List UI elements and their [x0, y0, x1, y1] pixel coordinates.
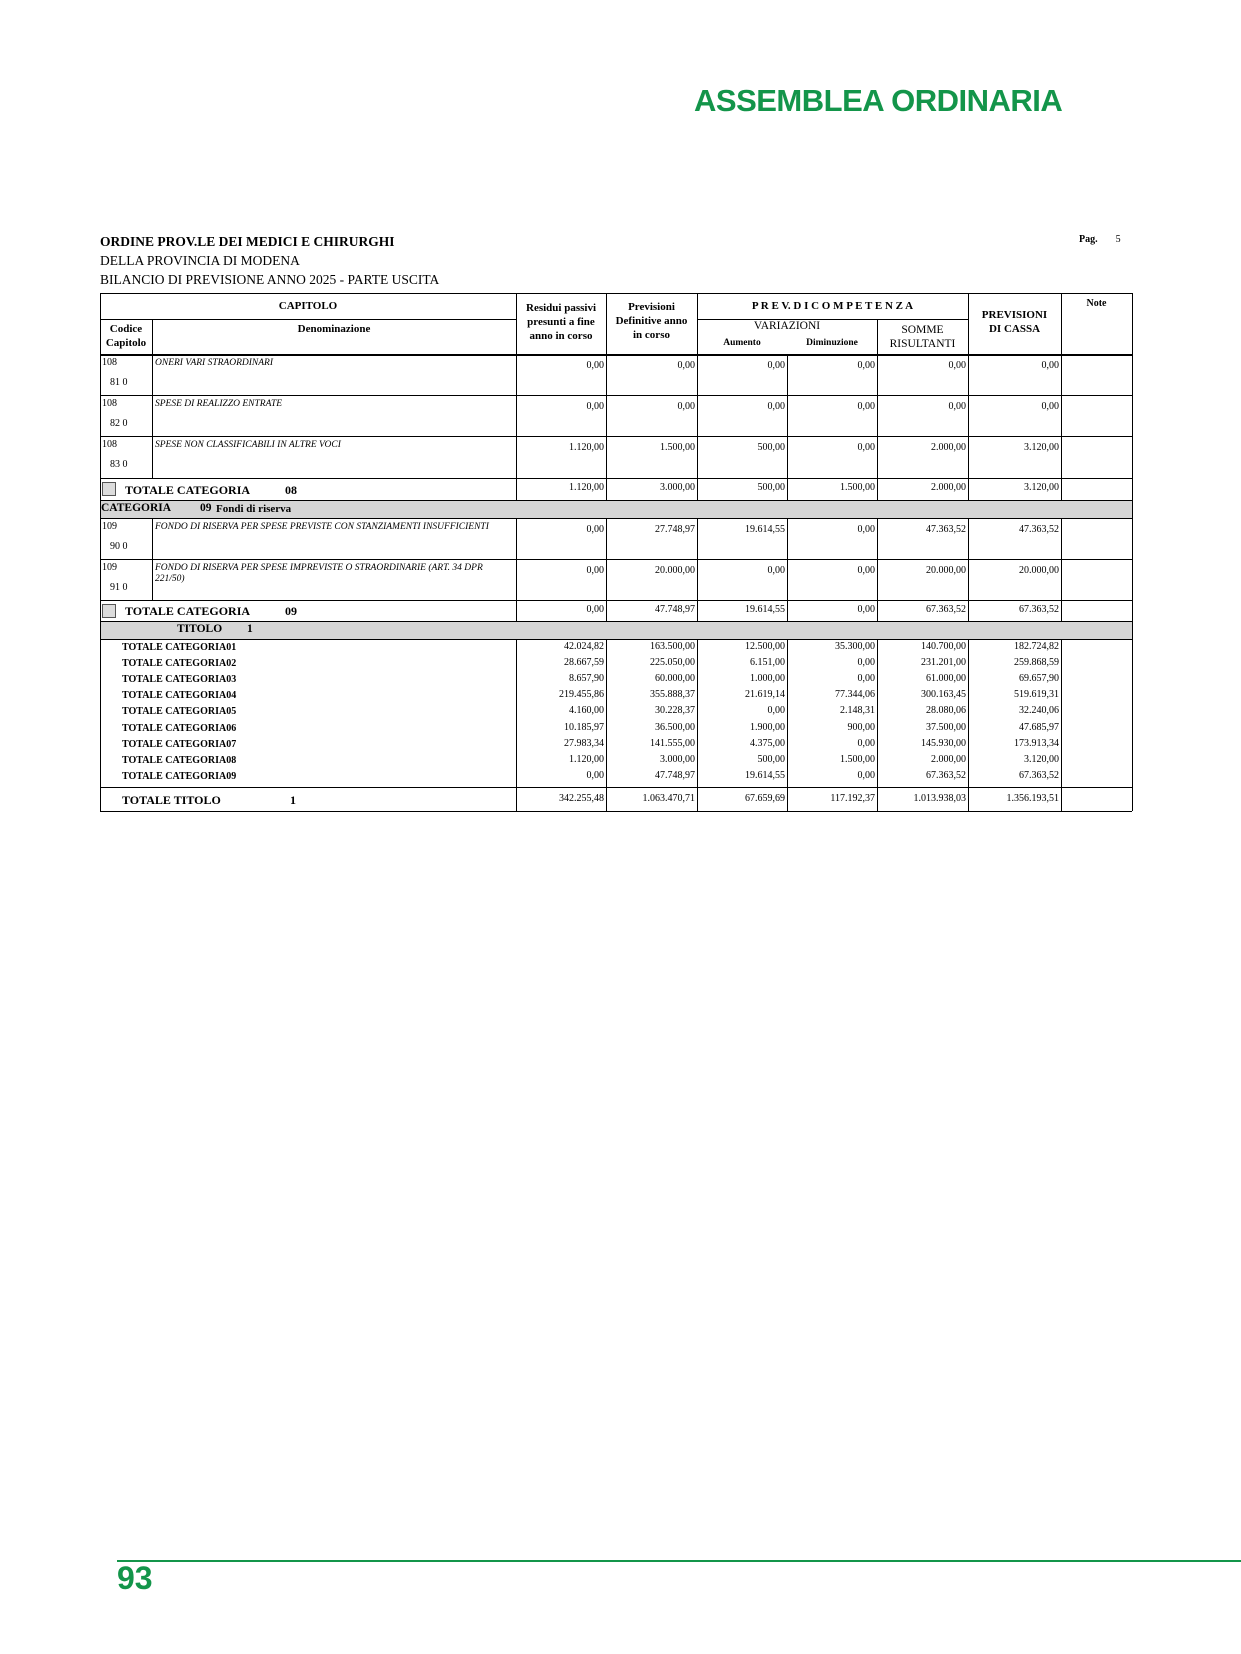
total-left	[100, 478, 101, 500]
row-109-90-name: FONDO DI RISERVA PER SPESE PREVISTE CON STANZIAMENTI INSUFFICIENTI	[155, 522, 489, 532]
summary-5-value-2: 0,00	[767, 705, 785, 717]
total-cat-08-value-3: 1.500,00	[840, 482, 875, 493]
total-vline	[1132, 600, 1133, 621]
total-vline	[1061, 478, 1062, 500]
col-previsioni-2: Definitive anno	[615, 315, 688, 327]
titolo-bottom	[100, 639, 1132, 640]
row-108-81-code-b: 81 0	[110, 377, 128, 388]
summary-4-value-4: 300.163,45	[921, 689, 966, 701]
col-somme-1: SOMME	[901, 324, 944, 336]
titolo-right	[1132, 621, 1133, 639]
summary-label-2: TOTALE CATEGORIA02	[122, 658, 237, 670]
summary-label-6: TOTALE CATEGORIA06	[122, 722, 237, 734]
summary-4-value-3: 77.344,06	[835, 689, 875, 701]
summary-label-7: TOTALE CATEGORIA07	[122, 738, 237, 750]
summary-6-value-3: 900,00	[847, 721, 875, 733]
summary-1-value-2: 12.500,00	[745, 641, 785, 652]
row-108-82-value-1: 0,00	[677, 401, 695, 412]
total-titolo-value-2: 67.659,69	[745, 793, 785, 804]
row-vline	[1132, 354, 1133, 395]
summary-5-value-5: 32.240,06	[1019, 705, 1059, 717]
total-titolo-value-3: 117.192,37	[830, 793, 875, 804]
footer-rule	[117, 1560, 1241, 1562]
total-cat-09-value-0: 0,00	[586, 604, 604, 615]
page-value: 5	[1115, 234, 1121, 245]
header-org-name: ORDINE PROV.LE DEI MEDICI E CHIRURGHI	[100, 234, 395, 249]
summary-9-value-5: 67.363,52	[1019, 769, 1059, 781]
titolo-total-left	[100, 787, 101, 811]
total-cat-08-num: 08	[285, 483, 297, 497]
row-108-81-code-a: 108	[102, 357, 117, 368]
header-document-title: BILANCIO DI PREVISIONE ANNO 2025 - PARTE USCITA	[100, 272, 440, 287]
row-vline	[152, 559, 153, 600]
col-capitolo: CAPITOLO	[278, 300, 338, 312]
page-number: 93	[117, 1560, 153, 1596]
total-titolo-value-5: 1.356.193,51	[1006, 793, 1059, 804]
summary-label-1: TOTALE CATEGORIA01	[122, 642, 237, 653]
col-cassa-1: PREVISIONI	[981, 309, 1048, 321]
summary-label-3: TOTALE CATEGORIA03	[122, 674, 237, 686]
row-109-90-value-1: 27.748,97	[655, 524, 695, 535]
summary-7-value-3: 0,00	[857, 737, 875, 749]
summary-9-value-1: 47.748,97	[655, 769, 695, 781]
total-cat-08-label: TOTALE CATEGORIA	[125, 483, 251, 497]
summary-left	[100, 639, 101, 787]
row-108-83-value-0: 1.120,00	[569, 442, 604, 453]
summary-8-value-5: 3.120,00	[1024, 753, 1059, 765]
row-vline	[1132, 436, 1133, 478]
total-left	[100, 600, 101, 621]
total-top	[100, 478, 1132, 479]
summary-9-value-3: 0,00	[857, 769, 875, 781]
summary-3-value-5: 69.657,90	[1019, 673, 1059, 685]
cat-bar-right	[1132, 500, 1133, 518]
row-vline	[1061, 436, 1062, 478]
row-border	[100, 395, 101, 436]
row-108-82-name: SPESE DI REALIZZO ENTRATE	[155, 399, 283, 409]
total-cat-08-value-5: 3.120,00	[1024, 482, 1059, 493]
total-cat-08-value-0: 1.120,00	[569, 482, 604, 493]
row-108-82-value-5: 0,00	[1041, 401, 1059, 412]
total-cat-09-value-1: 47.748,97	[655, 604, 695, 615]
cat-bar-bottom	[100, 518, 1132, 519]
summary-9-value-4: 67.363,52	[926, 769, 966, 781]
total-cat-08-value-2: 500,00	[757, 482, 785, 493]
summary-label-5: TOTALE CATEGORIA05	[122, 706, 237, 718]
row-109-90-value-0: 0,00	[586, 524, 604, 535]
row-vline	[152, 518, 153, 559]
col-codice-sub: Capitolo	[105, 337, 147, 349]
summary-6-value-2: 1.900,00	[750, 721, 785, 733]
col-prev-competenza: P R E V. D I C O M P E T E N Z A	[751, 300, 914, 312]
row-109-91-value-5: 20.000,00	[1019, 565, 1059, 576]
summary-1-value-0: 42.024,82	[564, 641, 604, 652]
summary-8-value-1: 3.000,00	[660, 753, 695, 765]
row-vline	[1061, 395, 1062, 436]
summary-1-value-4: 140.700,00	[921, 641, 966, 652]
col-denominazione: Denominazione	[297, 323, 371, 335]
row-108-83-value-4: 2.000,00	[931, 442, 966, 453]
row-108-83-code-a: 108	[102, 439, 117, 450]
row-vline	[152, 395, 153, 436]
titolo-label: TITOLO	[177, 623, 223, 635]
row-108-81-value-3: 0,00	[857, 360, 875, 371]
summary-4-value-1: 355.888,37	[650, 689, 695, 701]
page-indicator	[1079, 234, 1121, 245]
summary-5-value-4: 28.080,06	[926, 705, 966, 717]
summary-7-value-5: 173.913,34	[1014, 737, 1059, 749]
summary-label-9: TOTALE CATEGORIA09	[122, 770, 237, 782]
total-top	[100, 600, 1132, 601]
row-108-81-value-2: 0,00	[767, 360, 785, 371]
row-border	[100, 354, 101, 395]
total-cat-08-value-1: 3.000,00	[660, 482, 695, 493]
summary-vline	[1061, 639, 1062, 787]
category-09-label: CATEGORIA	[101, 502, 172, 514]
summary-2-value-2: 6.151,00	[750, 657, 785, 669]
summary-2-value-3: 0,00	[857, 657, 875, 669]
summary-6-value-4: 37.500,00	[926, 721, 966, 733]
row-vline	[1132, 518, 1133, 559]
summary-vline	[1132, 639, 1133, 787]
summary-6-value-5: 47.685,97	[1019, 721, 1059, 733]
row-108-83-value-1: 1.500,00	[660, 442, 695, 453]
category-09-num: 09	[200, 502, 212, 514]
summary-label-4: TOTALE CATEGORIA04	[122, 690, 237, 702]
col-note: Note	[1086, 298, 1107, 309]
total-cat-09-num: 09	[285, 604, 297, 618]
row-109-90-value-3: 0,00	[857, 524, 875, 535]
summary-3-value-4: 61.000,00	[926, 673, 966, 685]
row-border	[100, 518, 101, 559]
row-108-82-value-3: 0,00	[857, 401, 875, 412]
col-aumento: Aumento	[723, 338, 761, 348]
col-residui-3: anno in corso	[529, 330, 593, 342]
header-bottom-border	[100, 354, 1132, 356]
summary-4-value-5: 519.619,31	[1014, 689, 1059, 701]
total-titolo-value-4: 1.013.938,03	[913, 793, 966, 804]
row-109-90-code-b: 90 0	[110, 541, 128, 552]
row-109-91-name: FONDO DI RISERVA PER SPESE IMPREVISTE O STRAORDINARIE (ART. 34 DPR 221/50)	[155, 563, 483, 584]
col-cassa-2: DI CASSA	[988, 323, 1041, 335]
summary-6-value-1: 36.500,00	[655, 721, 695, 733]
table-bottom-border	[100, 811, 1132, 812]
row-vline	[1061, 518, 1062, 559]
category-09-name: Fondi di riserva	[216, 503, 292, 515]
col-codice: Codice	[109, 323, 143, 335]
col-diminuzione: Diminuzione	[806, 338, 858, 348]
summary-8-value-3: 1.500,00	[840, 753, 875, 765]
titolo-bar	[101, 622, 1132, 639]
capitolo-divider	[100, 319, 516, 320]
table-right-border	[1132, 293, 1133, 354]
row-vline	[1132, 395, 1133, 436]
table-top-border	[100, 293, 1132, 294]
titolo-left	[100, 621, 101, 639]
titolo-total-vline	[1061, 787, 1062, 811]
row-108-82-value-0: 0,00	[586, 401, 604, 412]
summary-7-value-1: 141.555,00	[650, 737, 695, 749]
header-province: DELLA PROVINCIA DI MODENA	[100, 253, 300, 268]
col-previsioni-1: Previsioni	[628, 301, 675, 313]
row-108-83-name: SPESE NON CLASSIFICABILI IN ALTRE VOCI	[155, 440, 341, 450]
row-109-91-value-3: 0,00	[857, 565, 875, 576]
summary-1-value-1: 163.500,00	[650, 641, 695, 652]
total-cat-09-value-3: 0,00	[857, 604, 875, 615]
col-previsioni-3: in corso	[633, 329, 670, 341]
total-titolo-num: 1	[290, 793, 296, 807]
summary-3-value-1: 60.000,00	[655, 673, 695, 685]
col-somme-2: RISULTANTI	[889, 338, 956, 350]
row-108-82-code-b: 82 0	[110, 418, 128, 429]
total-cat-09-value-2: 19.614,55	[745, 604, 785, 615]
total-titolo-value-0: 342.255,48	[559, 793, 604, 804]
total-vline	[1061, 600, 1062, 621]
titolo-num: 1	[247, 623, 253, 635]
row-108-82-value-4: 0,00	[948, 401, 966, 412]
summary-label-8: TOTALE CATEGORIA08	[122, 754, 237, 766]
page-label: Pag.	[1079, 234, 1098, 245]
summary-1-value-3: 35.300,00	[835, 641, 875, 652]
row-bottom	[100, 559, 1132, 560]
row-109-91-value-1: 20.000,00	[655, 565, 695, 576]
row-109-91-value-4: 20.000,00	[926, 565, 966, 576]
row-109-90-value-5: 47.363,52	[1019, 524, 1059, 535]
titolo-total-vline	[1132, 787, 1133, 811]
summary-8-value-2: 500,00	[757, 753, 785, 765]
row-108-82-code-a: 108	[102, 398, 117, 409]
summary-5-value-1: 30.228,37	[655, 705, 695, 717]
row-vline	[152, 436, 153, 478]
col-variazioni: VARIAZIONI	[753, 320, 821, 332]
summary-7-value-2: 4.375,00	[750, 737, 785, 749]
row-109-90-code-a: 109	[102, 521, 117, 532]
row-border	[100, 559, 101, 600]
row-108-81-value-4: 0,00	[948, 360, 966, 371]
checkbox-icon	[102, 482, 116, 496]
summary-3-value-3: 0,00	[857, 673, 875, 685]
row-108-83-value-2: 500,00	[757, 442, 785, 453]
row-108-82-value-2: 0,00	[767, 401, 785, 412]
row-vline	[1061, 559, 1062, 600]
row-108-83-value-3: 0,00	[857, 442, 875, 453]
total-cat-09-label: TOTALE CATEGORIA	[125, 604, 251, 618]
summary-9-value-2: 19.614,55	[745, 769, 785, 781]
row-border	[100, 436, 101, 478]
summary-2-value-1: 225.050,00	[650, 657, 695, 669]
col-residui-2: presunti a fine	[527, 316, 595, 328]
summary-2-value-5: 259.868,59	[1014, 657, 1059, 669]
summary-3-value-0: 8.657,90	[569, 673, 604, 685]
cat-bar-top	[100, 500, 1132, 501]
row-vline	[1061, 354, 1062, 395]
row-109-91-code-b: 91 0	[110, 582, 128, 593]
total-vline	[1132, 478, 1133, 500]
row-109-91-code-a: 109	[102, 562, 117, 573]
row-vline	[152, 354, 153, 395]
row-109-90-value-2: 19.614,55	[745, 524, 785, 535]
summary-4-value-2: 21.619,14	[745, 689, 785, 701]
summary-7-value-4: 145.930,00	[921, 737, 966, 749]
total-cat-09-value-5: 67.363,52	[1019, 604, 1059, 615]
summary-2-value-4: 231.201,00	[921, 657, 966, 669]
section-banner: ASSEMBLEA ORDINARIA	[694, 83, 1063, 118]
checkbox-icon	[102, 604, 116, 618]
summary-9-value-0: 0,00	[586, 769, 604, 781]
summary-8-value-4: 2.000,00	[931, 753, 966, 765]
summary-5-value-3: 2.148,31	[840, 705, 875, 717]
summary-bottom	[100, 787, 1132, 788]
summary-4-value-0: 219.455,86	[559, 689, 604, 701]
summary-1-value-5: 182.724,82	[1014, 641, 1059, 652]
row-bottom	[100, 436, 1132, 437]
total-titolo-label: TOTALE TITOLO	[122, 793, 221, 807]
row-108-81-value-0: 0,00	[586, 360, 604, 371]
row-vline	[1132, 559, 1133, 600]
summary-8-value-0: 1.120,00	[569, 753, 604, 765]
summary-2-value-0: 28.667,59	[564, 657, 604, 669]
summary-3-value-2: 1.000,00	[750, 673, 785, 685]
row-109-90-value-4: 47.363,52	[926, 524, 966, 535]
row-109-91-value-2: 0,00	[767, 565, 785, 576]
summary-5-value-0: 4.160,00	[569, 705, 604, 717]
row-108-81-name: ONERI VARI STRAORDINARI	[155, 358, 274, 368]
row-108-81-value-5: 0,00	[1041, 360, 1059, 371]
summary-6-value-0: 10.185,97	[564, 721, 604, 733]
total-titolo-value-1: 1.063.470,71	[642, 793, 695, 804]
row-bottom	[100, 395, 1132, 396]
titolo-top	[100, 621, 1132, 622]
row-108-81-value-1: 0,00	[677, 360, 695, 371]
row-108-83-code-b: 83 0	[110, 459, 128, 470]
total-cat-09-value-4: 67.363,52	[926, 604, 966, 615]
row-109-91-value-0: 0,00	[586, 565, 604, 576]
row-108-83-value-5: 3.120,00	[1024, 442, 1059, 453]
col-residui-1: Residui passivi	[526, 302, 596, 314]
total-cat-08-value-4: 2.000,00	[931, 482, 966, 493]
summary-7-value-0: 27.983,34	[564, 737, 604, 749]
